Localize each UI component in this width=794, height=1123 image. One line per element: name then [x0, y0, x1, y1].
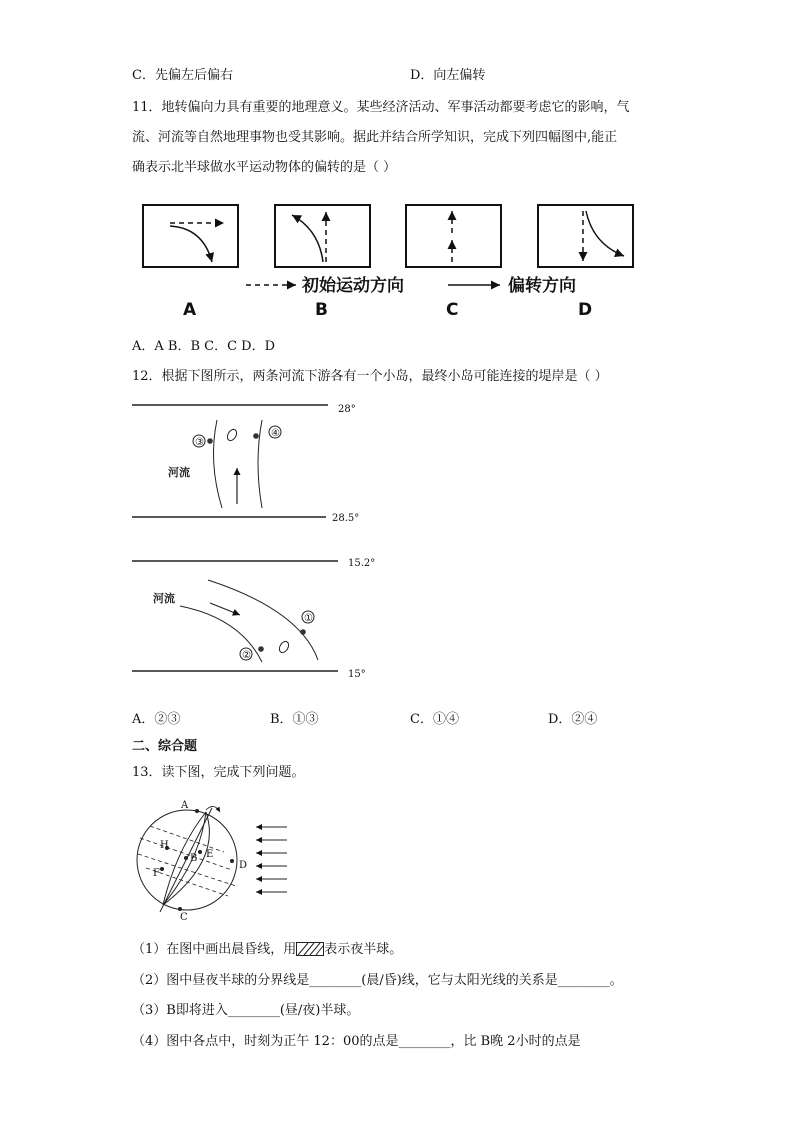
q12-stem: 12．根据下图所示，两条河流下游各有一个小岛，最终小岛可能连接的堤岸是（ ） — [132, 369, 608, 384]
q11-stem-line3: 确表示北半球做水平运动物体的偏转的是（ ） — [132, 160, 397, 175]
section-title: 二、综合题 — [132, 739, 198, 754]
river-label-lower: 河流 — [153, 592, 175, 605]
river-label-upper: 河流 — [168, 466, 190, 479]
point-b: B — [190, 853, 198, 864]
q13-sub1-pre: （1）在图中画出晨昏线，用 — [132, 942, 297, 957]
q11-label-a: A — [183, 300, 197, 320]
q11-label-c: C — [446, 300, 459, 320]
q13-stem: 13．读下图，完成下列问题。 — [132, 765, 305, 780]
q11-options: A．A B．B C．C D．D — [132, 339, 276, 354]
point-h: H — [160, 840, 169, 851]
q11-label-d: D — [578, 300, 593, 320]
q13-sub1 — [132, 941, 402, 959]
q12-option-d: D．②④ — [548, 712, 598, 727]
mark-3: ③ — [195, 437, 204, 448]
legend-deflect-label: 偏转方向 — [508, 276, 576, 296]
q10-option-c: C．先偏左后偏右 — [132, 68, 233, 83]
q12-option-c: C．①④ — [410, 712, 459, 727]
q11-label-b: B — [315, 300, 328, 320]
hatch-swatch-icon — [296, 942, 324, 956]
lat-28: 28° — [338, 404, 356, 415]
point-e: E — [206, 849, 214, 860]
q11-stem-line2: 流、河流等自然地理事物也受其影响。据此并结合所学知识，完成下列四幅图中,能正 — [132, 130, 618, 145]
lat-15: 15° — [348, 669, 366, 680]
lat-15-2: 15.2° — [348, 558, 376, 569]
point-a: A — [181, 800, 189, 811]
lat-28-5: 28.5° — [332, 513, 360, 524]
q12-option-a: A．②③ — [132, 712, 181, 727]
point-f: F — [153, 868, 160, 879]
point-d: D — [239, 860, 248, 871]
q13-sub4: （4）图中各点中，时刻为正午 12：00的点是________，比 B晚 2小时的点是 — [132, 1034, 581, 1049]
q13-sub2: （2）图中昼夜半球的分界线是________(晨/昏)线，它与太阳光线的关系是________。 — [132, 973, 623, 988]
q10-option-d: D．向左偏转 — [410, 68, 486, 83]
q11-stem-line1: 11．地转偏向力具有重要的地理意义。某些经济活动、军事活动都要考虑它的影响，气 — [132, 100, 630, 115]
q12-option-b: B．①③ — [270, 712, 319, 727]
mark-1: ① — [304, 613, 313, 624]
q13-sub3: （3）B即将进入________(昼/夜)半球。 — [132, 1003, 360, 1018]
q13-sub1-post: 表示夜半球。 — [324, 942, 403, 957]
point-c: C — [180, 912, 188, 923]
legend-initial-label: 初始运动方向 — [302, 276, 404, 296]
mark-2: ② — [242, 650, 251, 661]
mark-4: ④ — [271, 428, 280, 439]
